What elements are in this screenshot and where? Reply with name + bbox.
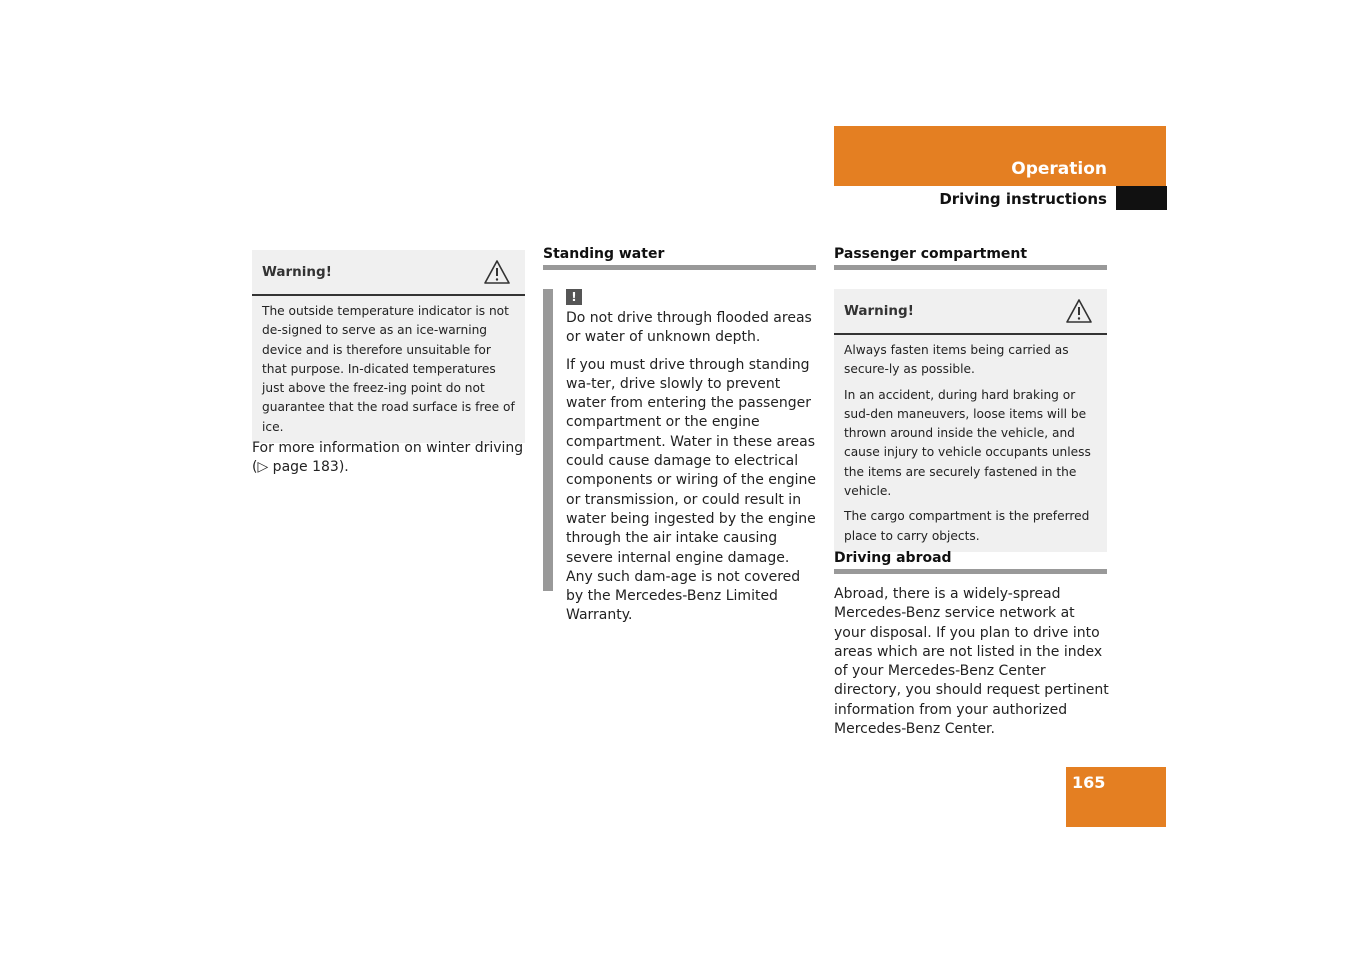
driving-abroad-text bbox=[834, 585, 1109, 739]
warning-triangle-icon bbox=[1065, 298, 1093, 324]
warning-paragraph: In an accident, during hard braking or sud-den maneuvers, loose items will be thrown around inside the vehicle, and cause injury to vehicle occupants unless the items are securely fastened in the vehicle. bbox=[844, 387, 1091, 499]
warning-text bbox=[252, 296, 525, 443]
header-band bbox=[834, 126, 1166, 186]
notice-paragraph: If you must drive through standing wa-ter, drive slowly to prevent water from entering the passenger compartment or the engine compartment. Water in these areas could cause damage to electrical components or wiring of the engine or transmission, or could result in water being ingested by the engine through the air intake causing severe internal engine damage. Any such dam-age is not covered by the Mercedes-Benz Limited Warranty. bbox=[566, 356, 817, 624]
warning-header bbox=[834, 289, 1107, 335]
warning-text bbox=[834, 335, 1107, 552]
heading-driving-abroad: Driving abroad bbox=[834, 550, 1107, 574]
heading-passenger-compartment: Passenger compartment bbox=[834, 246, 1107, 270]
notice-bar bbox=[543, 289, 553, 591]
warning-box-cargo bbox=[834, 289, 1107, 552]
warning-triangle-icon bbox=[483, 259, 511, 285]
page-number: 165 bbox=[1072, 773, 1106, 792]
winter-driving-reference bbox=[252, 439, 525, 478]
notice-exclamation-icon: ! bbox=[566, 289, 582, 305]
heading-standing-water: Standing water bbox=[543, 246, 816, 270]
header-tab-marker bbox=[1116, 186, 1167, 210]
warning-title: Warning! bbox=[262, 264, 332, 280]
warning-paragraph: Always fasten items being carried as secure-ly as possible. bbox=[844, 343, 1069, 377]
more-info-text: For more information on winter driving (▷ page 183). bbox=[252, 440, 524, 476]
abroad-paragraph: Abroad, there is a widely-spread Mercedes-Benz service network at your disposal. If you plan to drive into areas which are not listed in the index of your Mercedes-Benz Center directory, you should request pertinent information from your authorized Mercedes-Benz Center. bbox=[834, 586, 1109, 738]
warning-header bbox=[252, 250, 525, 296]
warning-paragraph: The outside temperature indicator is not de-signed to serve as an ice-warning device and is therefore unsuitable for that purpose. In-dicated temperatures just above the freez-ing point do not guarantee that the road surface is free of ice. bbox=[262, 304, 515, 434]
notice-paragraph: Do not drive through flooded areas or water of unknown depth. bbox=[566, 310, 812, 346]
warning-title: Warning! bbox=[844, 303, 914, 319]
warning-paragraph: The cargo compartment is the preferred place to carry objects. bbox=[844, 509, 1090, 543]
warning-box-temperature bbox=[252, 250, 525, 443]
subsection-title: Driving instructions bbox=[939, 190, 1107, 208]
notice-text bbox=[566, 309, 818, 634]
page-number-box bbox=[1066, 767, 1166, 827]
section-title: Operation bbox=[1011, 159, 1107, 179]
